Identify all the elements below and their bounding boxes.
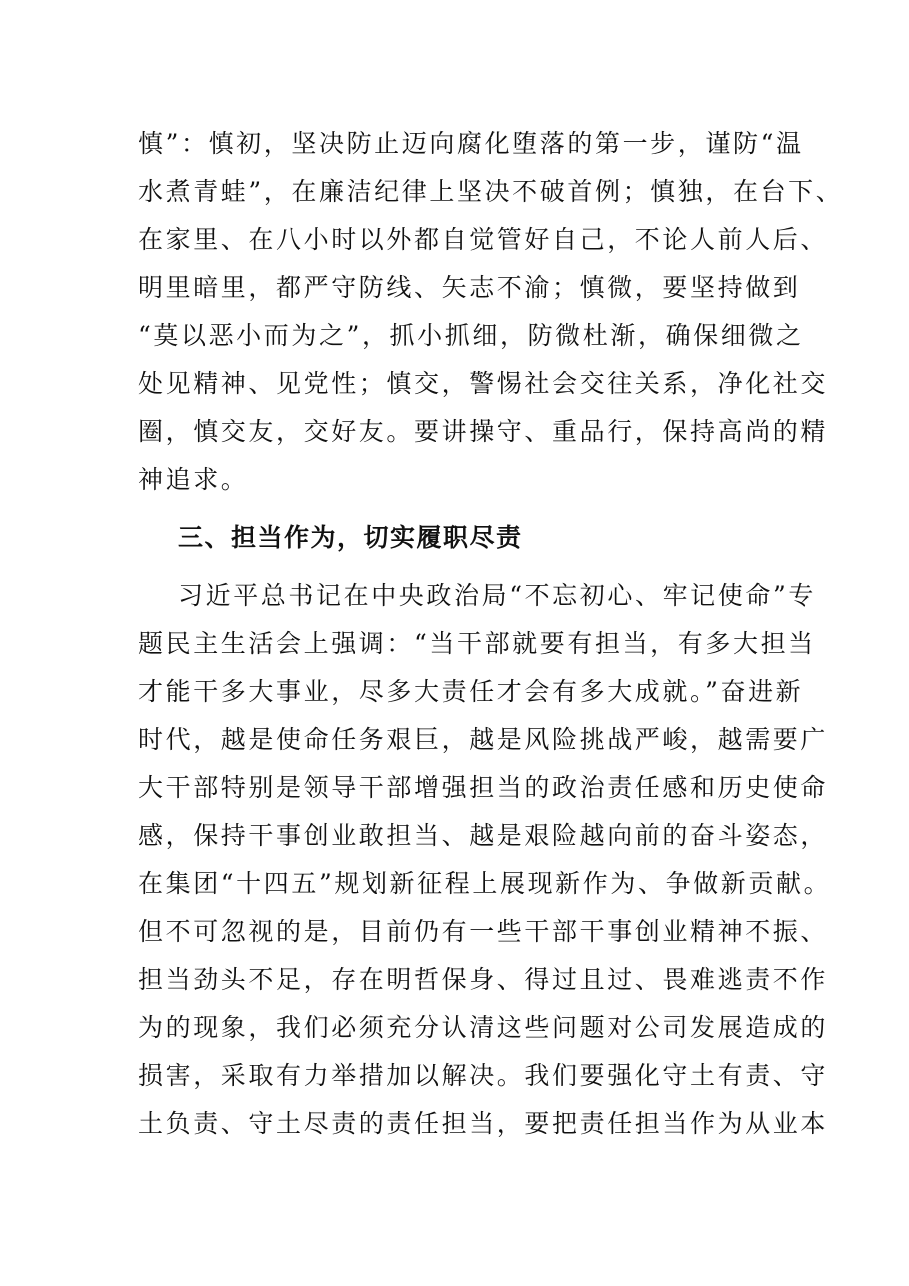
text-line: 习近平总书记在中央政治局“不忘初心、牢记使命”专	[178, 581, 816, 610]
text-line: 土负责、守土尽责的责任担当，要把责任担当作为从业本	[138, 1109, 829, 1138]
section-heading: 三、担当作为，切实履职尽责	[178, 523, 523, 552]
text-line: 在家里、在八小时以外都自觉管好自己，不论人前人后、	[138, 225, 829, 254]
text-line: 明里暗里，都严守防线、矢志不渝；慎微，要坚持做到	[138, 273, 801, 302]
text-line: 感，保持干事创业敢担当、越是艰险越向前的奋斗姿态，	[138, 821, 829, 850]
text-line: 水煮青蛙”，在廉洁纪律上坚决不破首例；慎独，在台下、	[138, 177, 844, 206]
text-line: 时代，越是使命任务艰巨，越是风险挑战严峻，越需要广	[138, 725, 829, 754]
text-line: 慎”：慎初，坚决防止迈向腐化堕落的第一步，谨防“温	[138, 129, 804, 158]
text-line: 才能干多大事业，尽多大责任才会有多大成就。”奋进新	[138, 677, 804, 706]
text-line: 担当劲头不足，存在明哲保身、得过且过、畏难逃责不作	[138, 965, 829, 994]
text-line: 题民主生活会上强调：“当干部就要有担当，有多大担当	[138, 629, 816, 658]
text-line: 损害，采取有力举措加以解决。我们要强化守土有责、守	[138, 1061, 829, 1090]
text-line: 在集团“十四五”规划新征程上展现新作为、争做新贡献。	[138, 869, 832, 898]
text-line: 大干部特别是领导干部增强担当的政治责任感和历史使命	[138, 773, 829, 802]
text-line: “莫以恶小而为之”，抓小抓细，防微杜渐，确保细微之	[138, 321, 804, 350]
text-line: 但不可忽视的是，目前仍有一些干部干事创业精神不振、	[138, 917, 829, 946]
text-line: 圈，慎交友，交好友。要讲操守、重品行，保持高尚的精	[138, 417, 829, 446]
text-line: 神追求。	[138, 465, 249, 494]
text-line: 处见精神、见党性；慎交，警惕社会交往关系，净化社交	[138, 369, 829, 398]
text-line: 为的现象，我们必须充分认清这些问题对公司发展造成的	[138, 1013, 829, 1042]
